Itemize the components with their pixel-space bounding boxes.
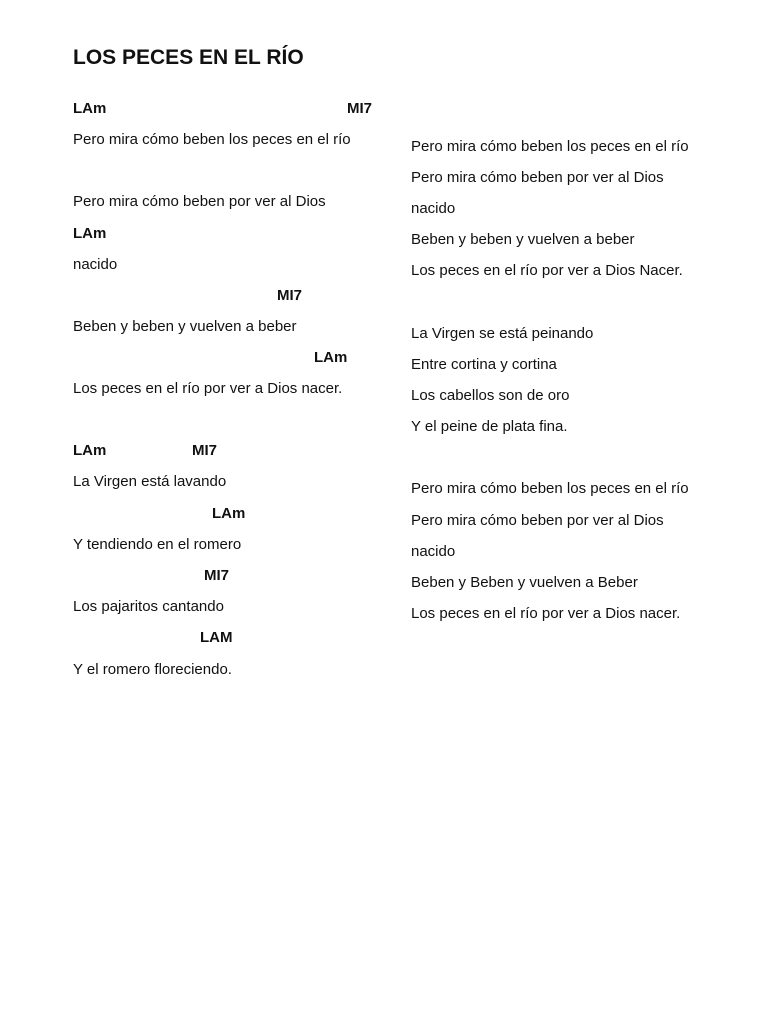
chord-label: LAm: [212, 505, 246, 522]
lyric-line: Pero mira cómo beben los peces en el río: [411, 138, 689, 155]
lyric-line: Pero mira cómo beben por ver al Dios: [411, 512, 664, 529]
chord-label: MI7: [192, 442, 218, 459]
chord-label: LAm: [73, 225, 107, 242]
chord-label: LAm: [314, 349, 348, 366]
lyric-line: Los cabellos son de oro: [411, 387, 570, 404]
lyric-line: La Virgen está lavando: [73, 473, 227, 490]
lyric-line: Pero mira cómo beben los peces en el río: [411, 480, 689, 497]
lyric-line: nacido: [411, 543, 456, 560]
chord-label: LAm: [73, 442, 107, 459]
lyric-line: Pero mira cómo beben los peces en el río: [73, 131, 351, 148]
lyric-line: Y tendiendo en el romero: [73, 536, 242, 553]
page-title: LOS PECES EN EL RÍO: [73, 46, 304, 69]
chord-label: MI7: [204, 567, 230, 584]
lyric-line: nacido: [73, 256, 118, 273]
chord-label: LAM: [200, 629, 233, 646]
lyric-line: Los peces en el río por ver a Dios nacer.: [73, 380, 343, 397]
lyric-line: Beben y Beben y vuelven a Beber: [411, 574, 638, 591]
chord-label: LAm: [73, 100, 107, 117]
lyric-line: Los peces en el río por ver a Dios Nacer.: [411, 262, 683, 279]
lyric-line: Beben y beben y vuelven a beber: [411, 231, 635, 248]
lyric-line: Y el romero floreciendo.: [73, 661, 232, 678]
lyric-line: La Virgen se está peinando: [411, 325, 594, 342]
lyric-line: Pero mira cómo beben por ver al Dios: [411, 169, 664, 186]
chord-label: MI7: [277, 287, 303, 304]
chord-label: MI7: [347, 100, 373, 117]
lyric-line: Entre cortina y cortina: [411, 356, 557, 373]
lyric-line: Los pajaritos cantando: [73, 598, 224, 615]
lyric-line: Pero mira cómo beben por ver al Dios: [73, 193, 326, 210]
lyric-line: Y el peine de plata fina.: [411, 418, 568, 435]
lyric-line: Los peces en el río por ver a Dios nacer.: [411, 605, 681, 622]
lyric-line: nacido: [411, 200, 456, 217]
lyric-line: Beben y beben y vuelven a beber: [73, 318, 297, 335]
